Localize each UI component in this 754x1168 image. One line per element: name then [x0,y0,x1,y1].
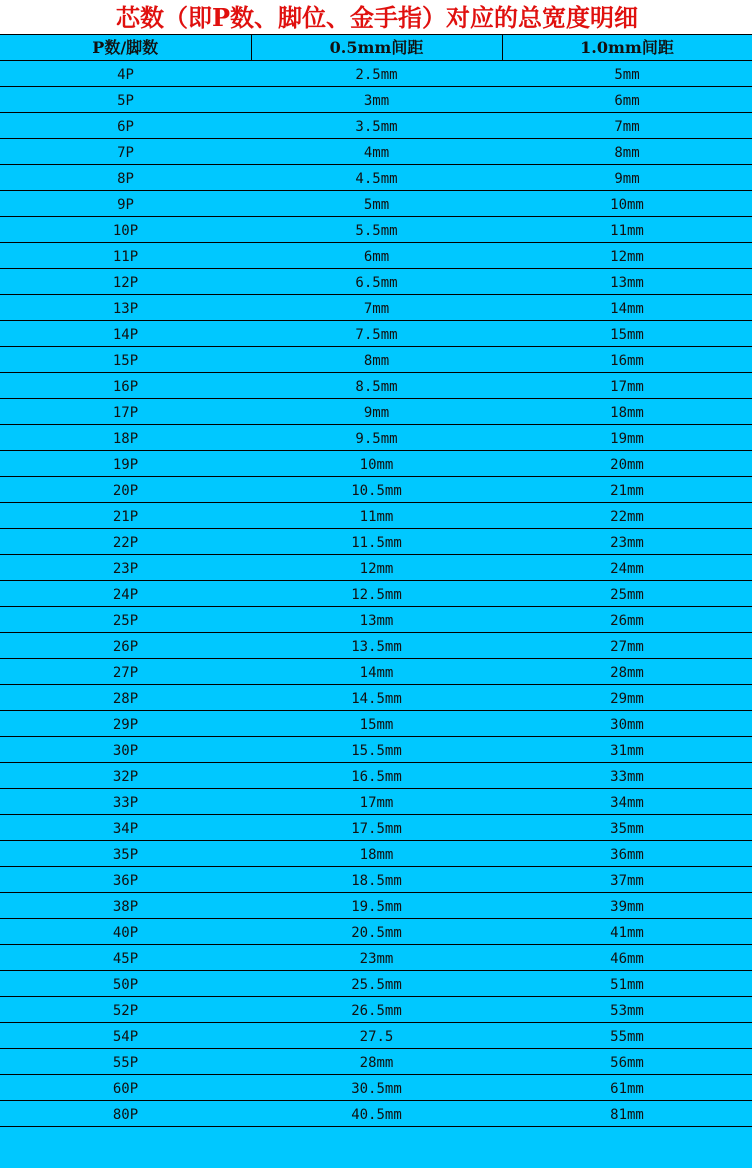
width-table [0,34,753,1127]
cell-width-0-5mm-pitch: 17mm [251,789,502,815]
cell-width-1-0mm-pitch: 39mm [502,893,752,919]
cell-pin-count: 23P [0,555,251,581]
cell-pin-count: 12P [0,269,251,295]
cell-width-1-0mm-pitch: 9mm [502,165,752,191]
cell-width-0-5mm-pitch: 6mm [251,243,502,269]
cell-width-1-0mm-pitch: 15mm [502,321,752,347]
cell-pin-count: 60P [0,1075,251,1101]
cell-width-0-5mm-pitch: 14mm [251,659,502,685]
table-row [0,113,752,139]
cell-pin-count: 29P [0,711,251,737]
cell-width-0-5mm-pitch: 8.5mm [251,373,502,399]
cell-width-0-5mm-pitch: 13mm [251,607,502,633]
table-row [0,165,752,191]
cell-pin-count: 30P [0,737,251,763]
cell-width-1-0mm-pitch: 35mm [502,815,752,841]
cell-width-1-0mm-pitch: 18mm [502,399,752,425]
table-row [0,607,752,633]
table-row [0,971,752,997]
cell-width-0-5mm-pitch: 11.5mm [251,529,502,555]
table-row [0,1075,752,1101]
cell-pin-count: 13P [0,295,251,321]
cell-width-1-0mm-pitch: 81mm [502,1101,752,1127]
table-row [0,763,752,789]
cell-width-1-0mm-pitch: 51mm [502,971,752,997]
cell-width-0-5mm-pitch: 3mm [251,87,502,113]
cell-width-1-0mm-pitch: 26mm [502,607,752,633]
cell-width-1-0mm-pitch: 30mm [502,711,752,737]
cell-pin-count: 24P [0,581,251,607]
cell-width-0-5mm-pitch: 20.5mm [251,919,502,945]
cell-width-1-0mm-pitch: 13mm [502,269,752,295]
cell-width-0-5mm-pitch: 18mm [251,841,502,867]
cell-width-0-5mm-pitch: 14.5mm [251,685,502,711]
cell-pin-count: 16P [0,373,251,399]
cell-width-0-5mm-pitch: 11mm [251,503,502,529]
table-row [0,1049,752,1075]
cell-pin-count: 52P [0,997,251,1023]
column-header-1-0mm-pitch: 1.0mm间距 [502,35,752,61]
cell-width-1-0mm-pitch: 5mm [502,61,752,87]
table-row [0,87,752,113]
cell-pin-count: 34P [0,815,251,841]
table-row [0,347,752,373]
table-row [0,659,752,685]
table-body [0,61,752,1127]
cell-pin-count: 40P [0,919,251,945]
table-row [0,555,752,581]
cell-pin-count: 6P [0,113,251,139]
table-row [0,217,752,243]
cell-width-1-0mm-pitch: 34mm [502,789,752,815]
table-row [0,399,752,425]
table-row [0,295,752,321]
table-row [0,191,752,217]
cell-pin-count: 5P [0,87,251,113]
cell-width-1-0mm-pitch: 56mm [502,1049,752,1075]
cell-pin-count: 38P [0,893,251,919]
cell-width-0-5mm-pitch: 40.5mm [251,1101,502,1127]
cell-width-0-5mm-pitch: 5.5mm [251,217,502,243]
table-row [0,737,752,763]
table-row [0,711,752,737]
cell-width-1-0mm-pitch: 36mm [502,841,752,867]
cell-pin-count: 50P [0,971,251,997]
cell-width-1-0mm-pitch: 20mm [502,451,752,477]
cell-width-1-0mm-pitch: 31mm [502,737,752,763]
cell-width-0-5mm-pitch: 9.5mm [251,425,502,451]
table-row [0,321,752,347]
cell-width-1-0mm-pitch: 14mm [502,295,752,321]
table-row [0,529,752,555]
cell-pin-count: 20P [0,477,251,503]
cell-width-0-5mm-pitch: 7.5mm [251,321,502,347]
table-row [0,503,752,529]
cell-width-1-0mm-pitch: 22mm [502,503,752,529]
cell-pin-count: 54P [0,1023,251,1049]
cell-pin-count: 35P [0,841,251,867]
cell-width-0-5mm-pitch: 12.5mm [251,581,502,607]
cell-pin-count: 80P [0,1101,251,1127]
cell-width-1-0mm-pitch: 6mm [502,87,752,113]
cell-pin-count: 55P [0,1049,251,1075]
cell-width-1-0mm-pitch: 41mm [502,919,752,945]
cell-pin-count: 4P [0,61,251,87]
cell-width-1-0mm-pitch: 17mm [502,373,752,399]
table-header-row [0,35,752,61]
cell-pin-count: 15P [0,347,251,373]
cell-width-0-5mm-pitch: 2.5mm [251,61,502,87]
column-header-0-5mm-pitch: 0.5mm间距 [251,35,502,61]
cell-pin-count: 45P [0,945,251,971]
cell-pin-count: 7P [0,139,251,165]
cell-pin-count: 32P [0,763,251,789]
cell-width-1-0mm-pitch: 28mm [502,659,752,685]
cell-width-1-0mm-pitch: 24mm [502,555,752,581]
cell-pin-count: 11P [0,243,251,269]
table-row [0,61,752,87]
table-row [0,1101,752,1127]
column-header-pin-count: P数/脚数 [0,35,251,61]
cell-width-1-0mm-pitch: 33mm [502,763,752,789]
cell-pin-count: 14P [0,321,251,347]
cell-width-0-5mm-pitch: 16.5mm [251,763,502,789]
cell-width-1-0mm-pitch: 23mm [502,529,752,555]
cell-width-1-0mm-pitch: 53mm [502,997,752,1023]
cell-width-0-5mm-pitch: 10.5mm [251,477,502,503]
cell-pin-count: 8P [0,165,251,191]
cell-width-1-0mm-pitch: 29mm [502,685,752,711]
cell-pin-count: 17P [0,399,251,425]
cell-width-0-5mm-pitch: 15mm [251,711,502,737]
table-row [0,477,752,503]
cell-width-1-0mm-pitch: 46mm [502,945,752,971]
cell-width-1-0mm-pitch: 10mm [502,191,752,217]
table-row [0,841,752,867]
cell-width-1-0mm-pitch: 61mm [502,1075,752,1101]
cell-pin-count: 26P [0,633,251,659]
cell-width-0-5mm-pitch: 27.5 [251,1023,502,1049]
cell-width-0-5mm-pitch: 7mm [251,295,502,321]
cell-width-1-0mm-pitch: 21mm [502,477,752,503]
cell-width-0-5mm-pitch: 12mm [251,555,502,581]
table-row [0,581,752,607]
table-row [0,893,752,919]
table-row [0,867,752,893]
cell-pin-count: 9P [0,191,251,217]
table-row [0,425,752,451]
cell-pin-count: 36P [0,867,251,893]
cell-width-0-5mm-pitch: 4mm [251,139,502,165]
table-row [0,451,752,477]
cell-width-1-0mm-pitch: 27mm [502,633,752,659]
cell-width-0-5mm-pitch: 25.5mm [251,971,502,997]
empty-footer-area [0,1126,754,1168]
cell-width-0-5mm-pitch: 30.5mm [251,1075,502,1101]
cell-width-1-0mm-pitch: 55mm [502,1023,752,1049]
table-row [0,685,752,711]
cell-width-1-0mm-pitch: 19mm [502,425,752,451]
cell-width-1-0mm-pitch: 12mm [502,243,752,269]
table-row [0,789,752,815]
cell-pin-count: 10P [0,217,251,243]
cell-width-1-0mm-pitch: 25mm [502,581,752,607]
cell-width-0-5mm-pitch: 13.5mm [251,633,502,659]
cell-width-1-0mm-pitch: 37mm [502,867,752,893]
table-row [0,997,752,1023]
table-row [0,243,752,269]
cell-pin-count: 27P [0,659,251,685]
cell-width-1-0mm-pitch: 16mm [502,347,752,373]
cell-width-0-5mm-pitch: 4.5mm [251,165,502,191]
table-row [0,945,752,971]
cell-width-0-5mm-pitch: 3.5mm [251,113,502,139]
table-row [0,269,752,295]
cell-width-0-5mm-pitch: 19.5mm [251,893,502,919]
cell-width-0-5mm-pitch: 5mm [251,191,502,217]
cell-pin-count: 18P [0,425,251,451]
cell-width-0-5mm-pitch: 8mm [251,347,502,373]
cell-width-1-0mm-pitch: 8mm [502,139,752,165]
cell-width-0-5mm-pitch: 26.5mm [251,997,502,1023]
cell-pin-count: 33P [0,789,251,815]
cell-width-0-5mm-pitch: 10mm [251,451,502,477]
page-title: 芯数（即P数、脚位、金手指）对应的总宽度明细 [0,0,754,34]
table-row [0,815,752,841]
cell-width-1-0mm-pitch: 11mm [502,217,752,243]
cell-width-0-5mm-pitch: 18.5mm [251,867,502,893]
table-row [0,139,752,165]
cell-width-1-0mm-pitch: 7mm [502,113,752,139]
cell-width-0-5mm-pitch: 28mm [251,1049,502,1075]
cell-width-0-5mm-pitch: 15.5mm [251,737,502,763]
cell-pin-count: 21P [0,503,251,529]
cell-pin-count: 28P [0,685,251,711]
table-row [0,1023,752,1049]
cell-pin-count: 22P [0,529,251,555]
cell-width-0-5mm-pitch: 23mm [251,945,502,971]
cell-width-0-5mm-pitch: 17.5mm [251,815,502,841]
cell-width-0-5mm-pitch: 6.5mm [251,269,502,295]
cell-width-0-5mm-pitch: 9mm [251,399,502,425]
table-row [0,919,752,945]
cell-pin-count: 19P [0,451,251,477]
table-row [0,373,752,399]
table-row [0,633,752,659]
cell-pin-count: 25P [0,607,251,633]
